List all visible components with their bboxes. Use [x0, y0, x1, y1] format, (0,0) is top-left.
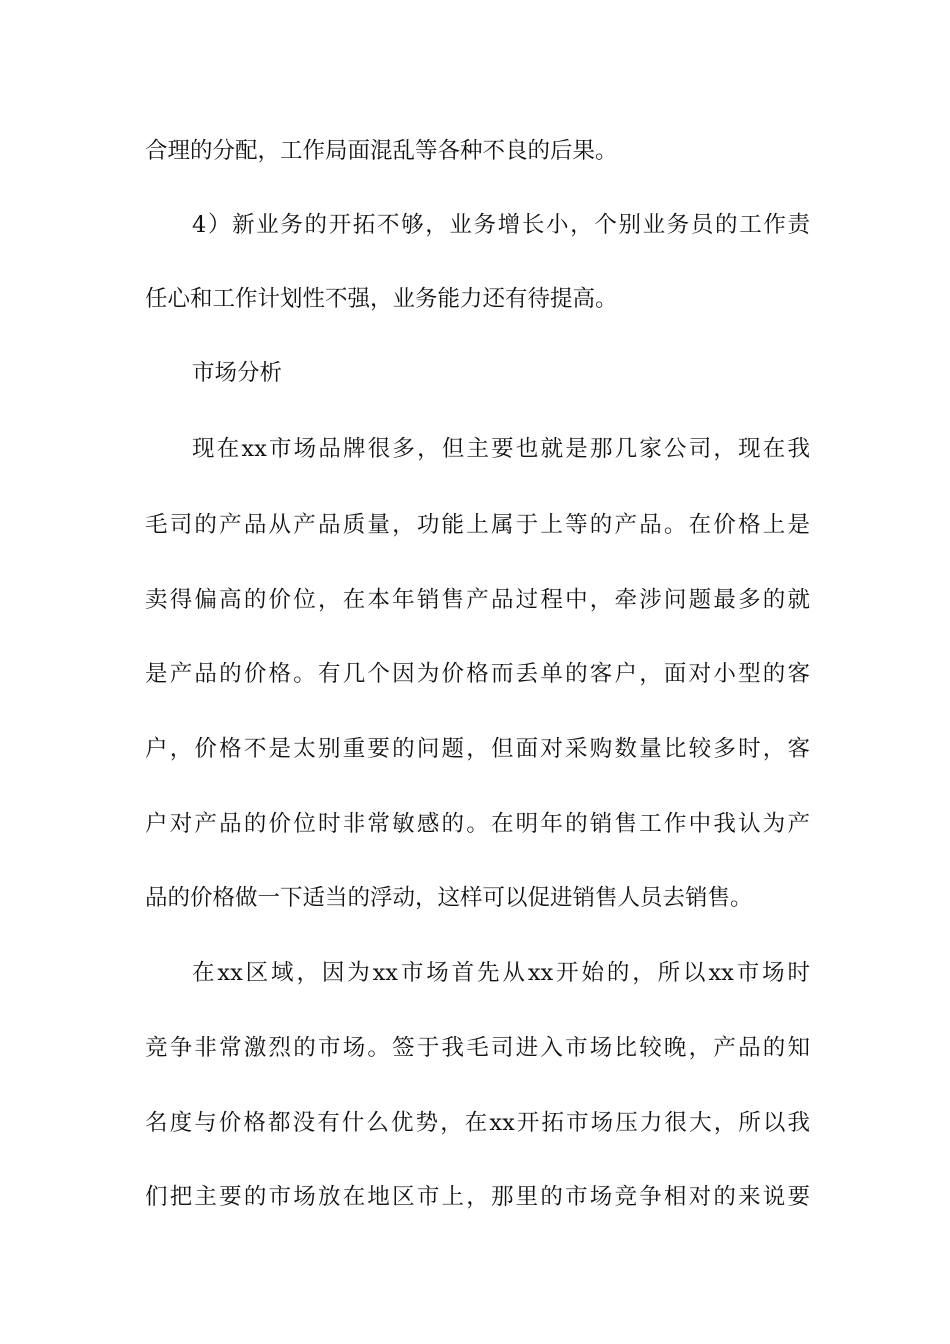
text-line: 户，价格不是太别重要的问题，但面对采购数量比较多时，客: [145, 736, 810, 762]
text-line: 名度与价格都没有什么优势，在xx开拓市场压力很大，所以我: [145, 1110, 810, 1136]
text-line: 合理的分配，工作局面混乱等各种不良的后果。: [145, 138, 618, 164]
text-line: 毛司的产品从产品质量，功能上属于上等的产品。在价格上是: [145, 512, 810, 538]
text-line: 任心和工作计划性不强，业务能力还有待提高。: [145, 286, 618, 312]
text-line: 竞争非常激烈的市场。签于我毛司进入市场比较晚，产品的知: [145, 1035, 810, 1061]
text-line: 现在xx市场品牌很多，但主要也就是那几家公司，现在我: [192, 436, 810, 462]
text-line: 户对产品的价位时非常敏感的。在明年的销售工作中我认为产: [145, 811, 810, 837]
section-heading: 市场分析: [192, 360, 283, 386]
text-line: 们把主要的市场放在地区市上，那里的市场竞争相对的来说要: [145, 1184, 810, 1210]
text-line: 是产品的价格。有几个因为价格而丢单的客户，面对小型的客: [145, 661, 810, 687]
text-line: 品的价格做一下适当的浮动，这样可以促进销售人员去销售。: [145, 885, 753, 911]
text-line: 卖得偏高的价位，在本年销售产品过程中，牵涉问题最多的就: [145, 587, 810, 613]
text-line: 在xx区域，因为xx市场首先从xx开始的，所以xx市场时: [192, 960, 810, 986]
text-line: 4）新业务的开拓不够，业务增长小，个别业务员的工作责: [192, 212, 810, 238]
